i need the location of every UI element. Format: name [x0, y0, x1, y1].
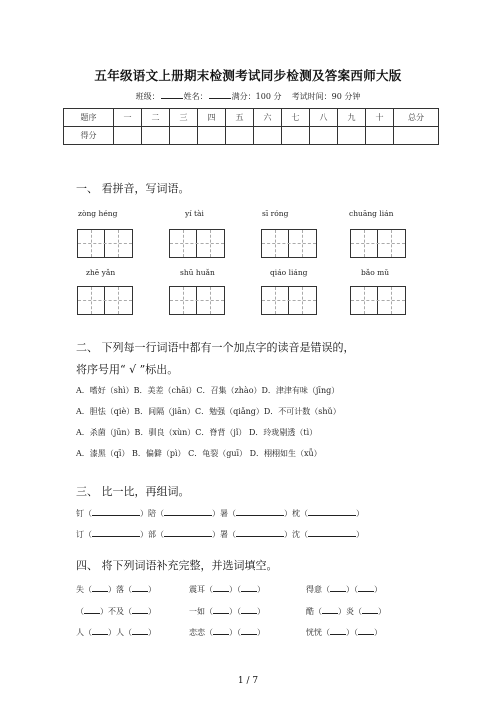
score-cell: 三	[170, 109, 198, 127]
score-input[interactable]	[198, 127, 226, 145]
score-input[interactable]	[254, 127, 282, 145]
score-input[interactable]	[394, 127, 439, 145]
q3-text: 订（	[76, 530, 92, 539]
q2-option-line: A．漆黑（qī） B．偏僻（pì） C．龟裂（guī） D．栩栩如生（xǚ）	[76, 449, 322, 458]
q4-text: ）	[148, 585, 156, 594]
q4-group	[189, 627, 265, 638]
q2-option-line: A．杀菌（jūn）B．驯良（xùn）C．脊背（jǐ） D．玲珑剔透（tì）	[76, 428, 318, 437]
answer-blank[interactable]	[236, 508, 284, 516]
score-input[interactable]	[170, 127, 198, 145]
class-blank	[161, 91, 183, 99]
q4-text: 震耳（	[189, 585, 213, 594]
answer-blank[interactable]	[236, 529, 284, 537]
score-input[interactable]	[142, 127, 170, 145]
answer-blank[interactable]	[92, 529, 140, 537]
q3-heading: 三、 比一比，再组词。	[76, 485, 190, 498]
name-blank	[209, 91, 231, 99]
writing-box[interactable]	[169, 229, 225, 258]
q4-text: ）	[257, 585, 265, 594]
pinyin: sī róng	[262, 209, 289, 218]
pinyin: yí tài	[185, 209, 204, 218]
answer-blank[interactable]	[362, 606, 378, 614]
q4-text: ）	[374, 585, 382, 594]
q4-text: ）	[374, 628, 382, 637]
q4-text: ）（	[346, 585, 358, 594]
pinyin: bǎo mǔ	[361, 268, 390, 277]
q4-text: （	[76, 607, 84, 616]
answer-blank[interactable]	[330, 584, 346, 592]
q3-text: ）署（	[212, 530, 236, 539]
score-input[interactable]	[310, 127, 338, 145]
answer-blank[interactable]	[164, 508, 212, 516]
q4-text: 得意（	[306, 585, 330, 594]
q4-group	[76, 606, 156, 617]
q4-text: ）	[257, 628, 265, 637]
writing-box[interactable]	[169, 286, 225, 315]
page-number: 1 / 7	[237, 676, 259, 686]
q4-group	[76, 584, 156, 595]
answer-blank[interactable]	[92, 508, 140, 516]
score-cell: 二	[142, 109, 170, 127]
answer-blank[interactable]	[330, 627, 346, 635]
q4-text: ）	[378, 607, 386, 616]
score-cell: 五	[226, 109, 254, 127]
q4-text: ）	[257, 607, 265, 616]
score-table	[63, 108, 439, 145]
answer-blank[interactable]	[322, 606, 338, 614]
score-table-header-row	[64, 109, 439, 127]
answer-blank[interactable]	[241, 606, 257, 614]
q3-text: ）枕（	[284, 509, 308, 518]
pinyin: zòng héng	[78, 209, 118, 218]
exam-info	[0, 91, 496, 102]
answer-blank[interactable]	[241, 627, 257, 635]
score-input[interactable]	[366, 127, 394, 145]
pinyin: zhē yǎn	[86, 268, 116, 277]
q4-text: ）炎（	[338, 607, 362, 616]
q3-row	[76, 529, 364, 540]
answer-blank[interactable]	[213, 627, 229, 635]
answer-blank[interactable]	[358, 627, 374, 635]
name-label: 姓名：	[183, 92, 208, 101]
q1-heading: 一、 看拼音，写词语。	[76, 182, 190, 195]
answer-blank[interactable]	[213, 584, 229, 592]
full-score: 满分：100 分	[231, 92, 282, 101]
answer-blank[interactable]	[132, 627, 148, 635]
q4-text: ）落（	[108, 585, 132, 594]
answer-blank[interactable]	[164, 529, 212, 537]
q3-text: ）	[356, 530, 364, 539]
writing-box[interactable]	[261, 286, 317, 315]
score-table-score-row	[64, 127, 439, 145]
score-cell: 六	[254, 109, 282, 127]
answer-blank[interactable]	[132, 606, 148, 614]
q4-text: 人（	[76, 628, 92, 637]
answer-blank[interactable]	[213, 606, 229, 614]
q4-group	[76, 627, 156, 638]
q3-text: 钉（	[76, 509, 92, 518]
q4-text: ）	[148, 628, 156, 637]
page-title: 五年级语文上册期末检测考试同步检测及答案西师大版	[94, 68, 402, 83]
score-cell: 七	[282, 109, 310, 127]
q3-text: ）部（	[140, 530, 164, 539]
q4-group	[306, 606, 386, 617]
pinyin: shū huǎn	[180, 268, 215, 277]
score-input[interactable]	[338, 127, 366, 145]
answer-blank[interactable]	[132, 584, 148, 592]
score-cell: 一	[114, 109, 142, 127]
q4-text: ）（	[229, 607, 241, 616]
q4-group	[189, 606, 265, 617]
writing-box[interactable]	[350, 286, 406, 315]
q3-text: ）	[356, 509, 364, 518]
q4-group	[189, 584, 265, 595]
score-cell: 八	[310, 109, 338, 127]
score-input[interactable]	[226, 127, 254, 145]
q3-text: ）陪（	[140, 509, 164, 518]
q2-heading: 二、 下列每一行词语中都有一个加点字的读音是错误的，	[76, 341, 355, 354]
q4-text: 酷（	[306, 607, 322, 616]
score-input[interactable]	[282, 127, 310, 145]
pinyin: qiáo liáng	[270, 268, 308, 277]
answer-blank[interactable]	[92, 584, 108, 592]
q4-text: ）人（	[108, 628, 132, 637]
exam-time: 考试时间：90 分钟	[291, 92, 361, 101]
score-input[interactable]	[114, 127, 142, 145]
q3-text: ）暑（	[212, 509, 236, 518]
writing-box[interactable]	[77, 286, 133, 315]
q2-heading-cont: 将序号用“ √ ”标出。	[76, 363, 179, 376]
class-label: 班级：	[135, 92, 160, 101]
score-cell: 得分	[64, 127, 114, 145]
answer-blank[interactable]	[358, 584, 374, 592]
writing-box[interactable]	[261, 229, 317, 258]
writing-box[interactable]	[350, 229, 406, 258]
q4-text: ）（	[229, 628, 241, 637]
answer-blank[interactable]	[308, 529, 356, 537]
q4-text: 恋恋（	[189, 628, 213, 637]
q4-text: 恍恍（	[306, 628, 330, 637]
answer-blank[interactable]	[308, 508, 356, 516]
q2-option-line: A．嗜好（shì）B．美差（chāi）C．召集（zhào）D．津津有味（jīng）	[76, 386, 340, 395]
answer-blank[interactable]	[84, 606, 100, 614]
q3-row	[76, 508, 364, 519]
score-cell: 十	[366, 109, 394, 127]
q4-text: ）	[148, 607, 156, 616]
q4-group	[306, 584, 382, 595]
writing-box[interactable]	[77, 229, 133, 258]
score-cell: 四	[198, 109, 226, 127]
q4-text: 失（	[76, 585, 92, 594]
q4-text: ）（	[229, 585, 241, 594]
q4-text: 一如（	[189, 607, 213, 616]
q4-heading: 四、 将下列词语补充完整，并选词填空。	[76, 559, 278, 572]
q3-text: ）沈（	[284, 530, 308, 539]
q2-option-line: A．胆怯（qiè）B．间隔（jiān）C．勉强（qiǎng）D．不可计数（shǔ）	[76, 407, 341, 416]
q4-group	[306, 627, 382, 638]
score-cell: 题序	[64, 109, 114, 127]
pinyin: chuāng lián	[349, 209, 394, 218]
score-cell: 总分	[394, 109, 439, 127]
q4-text: ）不及（	[100, 607, 132, 616]
answer-blank[interactable]	[92, 627, 108, 635]
answer-blank[interactable]	[241, 584, 257, 592]
score-cell: 九	[338, 109, 366, 127]
q4-text: ）（	[346, 628, 358, 637]
